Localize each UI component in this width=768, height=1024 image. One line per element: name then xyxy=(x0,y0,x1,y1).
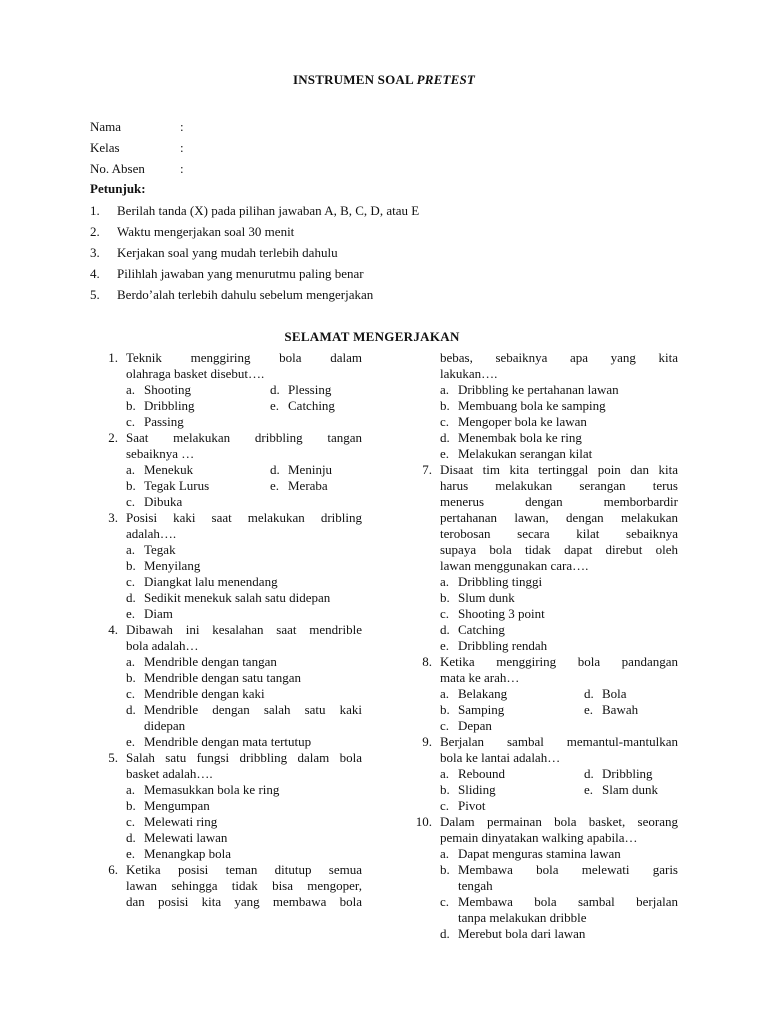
option-d xyxy=(584,686,678,702)
option-letter: d. xyxy=(584,766,594,781)
option-text: Mendrible dengan mata tertutup xyxy=(144,734,312,749)
option-letter: d. xyxy=(126,830,136,845)
option-text: Slum dunk xyxy=(458,590,515,605)
options xyxy=(440,574,678,654)
option-d xyxy=(126,702,362,734)
option-letter: d. xyxy=(126,590,136,605)
question-text-line: pemain dinyatakan walking apabila… xyxy=(440,830,638,845)
option-text: Dribbling ke pertahanan lawan xyxy=(458,382,619,397)
option-letter: b. xyxy=(440,862,450,877)
question-number: 5. xyxy=(108,750,118,765)
instruction-text: Waktu mengerjakan soal 30 menit xyxy=(117,224,295,239)
option-letter: a. xyxy=(126,654,136,669)
question-text-line: supaya bola tidak dapat direbut oleh xyxy=(440,542,678,557)
question-number: 1. xyxy=(108,350,118,365)
instruction-number: 3. xyxy=(90,245,100,260)
question-6-continued xyxy=(410,350,678,462)
question-3 xyxy=(96,510,362,622)
option-text: Mendrible dengan kaki xyxy=(144,686,265,701)
option-letter: c. xyxy=(440,718,450,733)
option-letter: c. xyxy=(126,686,136,701)
title-italic-text: PRETEST xyxy=(416,72,476,87)
option-letter: d. xyxy=(270,382,280,397)
option-letter: c. xyxy=(440,414,450,429)
option-d xyxy=(440,430,678,446)
option-text: Dibuka xyxy=(144,494,183,509)
question-text-line: dan posisi kita yang membawa bola xyxy=(126,894,362,909)
option-e xyxy=(270,398,362,414)
option-e xyxy=(126,606,362,622)
option-e xyxy=(270,478,362,494)
option-letter: a. xyxy=(440,574,450,589)
question-4 xyxy=(96,622,362,750)
option-letter: e. xyxy=(126,606,136,621)
option-letter: d. xyxy=(440,622,450,637)
identity-colon: : xyxy=(180,161,184,176)
option-text: Memasukkan bola ke ring xyxy=(144,782,280,797)
option-letter: c. xyxy=(126,814,136,829)
option-d xyxy=(270,382,362,398)
option-e xyxy=(584,782,678,798)
option-text: Melakukan serangan kilat xyxy=(458,446,593,461)
question-text-line: Dalam permainan bola basket, seorang xyxy=(440,814,678,829)
option-text: Dribbling xyxy=(144,398,195,413)
option-a xyxy=(126,542,362,558)
question-2 xyxy=(96,430,362,510)
option-text: Merebut bola dari lawan xyxy=(458,926,586,941)
option-a xyxy=(440,382,678,398)
option-text: Mendrible dengan satu tangan xyxy=(144,670,302,685)
option-text: Shooting xyxy=(144,382,191,397)
option-text: Shooting 3 point xyxy=(458,606,545,621)
option-a xyxy=(126,782,362,798)
question-number: 2. xyxy=(108,430,118,445)
question-number: 3. xyxy=(108,510,118,525)
option-text: Bawah xyxy=(602,702,639,717)
option-letter: c. xyxy=(440,606,450,621)
option-d xyxy=(440,622,678,638)
option-b xyxy=(126,478,270,494)
option-letter: e. xyxy=(584,782,594,797)
question-6 xyxy=(96,862,362,910)
option-c xyxy=(440,718,584,734)
option-e xyxy=(584,702,678,718)
option-b xyxy=(440,590,678,606)
option-text: Mengoper bola ke lawan xyxy=(458,414,587,429)
option-a xyxy=(440,686,584,702)
identity-label: Nama xyxy=(90,119,122,134)
option-text: Melewati ring xyxy=(144,814,218,829)
question-text-line: basket adalah…. xyxy=(126,766,213,781)
option-letter: a. xyxy=(440,846,450,861)
question-text-line: Ketika menggiring bola pandangan xyxy=(440,654,678,669)
option-letter: b. xyxy=(440,590,450,605)
options xyxy=(440,846,678,942)
option-b xyxy=(440,782,584,798)
option-letter: e. xyxy=(584,702,594,717)
option-letter: d. xyxy=(440,430,450,445)
option-letter: c. xyxy=(440,894,450,909)
option-d xyxy=(440,926,678,942)
option-text: Meraba xyxy=(288,478,328,493)
option-letter: e. xyxy=(126,846,136,861)
option-text: Diam xyxy=(144,606,173,621)
option-text: Samping xyxy=(458,702,505,717)
option-text: Passing xyxy=(144,414,184,429)
question-number: 9. xyxy=(422,734,432,749)
options xyxy=(126,654,362,750)
option-text: Catching xyxy=(458,622,505,637)
option-letter: e. xyxy=(126,734,136,749)
option-d xyxy=(126,830,362,846)
identity-colon: : xyxy=(180,119,184,134)
options xyxy=(126,382,362,430)
question-7 xyxy=(410,462,678,654)
option-text: Mengumpan xyxy=(144,798,210,813)
option-letter: a. xyxy=(126,462,136,477)
question-text-line: Dibawah ini kesalahan saat mendrible xyxy=(126,622,362,637)
option-text: Tegak Lurus xyxy=(144,478,210,493)
option-letter: e. xyxy=(270,478,280,493)
question-text-line: bola ke lantai adalah… xyxy=(440,750,561,765)
option-text: Menangkap bola xyxy=(144,846,232,861)
identity-label: Kelas xyxy=(90,140,120,155)
option-text: Slam dunk xyxy=(602,782,658,797)
option-letter: c. xyxy=(126,414,136,429)
option-letter: b. xyxy=(126,398,136,413)
title-text: INSTRUMEN SOAL xyxy=(292,72,417,87)
question-text-line: harus melakukan serangan terus xyxy=(440,478,678,493)
option-b xyxy=(440,398,678,414)
instruction-text: Kerjakan soal yang mudah terlebih dahulu xyxy=(117,245,338,260)
option-text: Mendrible dengan salah satu kaki xyxy=(144,702,362,717)
question-number: 6. xyxy=(108,862,118,877)
question-text-line: Salah satu fungsi dribbling dalam bola xyxy=(126,750,362,765)
instruction-number: 5. xyxy=(90,287,100,302)
options xyxy=(440,766,678,814)
question-text-line: lakukan…. xyxy=(440,366,498,381)
option-letter: b. xyxy=(440,702,450,717)
option-text: Pivot xyxy=(458,798,486,813)
option-b xyxy=(126,398,270,414)
question-number: 10. xyxy=(415,814,432,829)
option-b xyxy=(126,558,362,574)
option-text: Sliding xyxy=(458,782,496,797)
option-text: Bola xyxy=(602,686,627,701)
option-letter: c. xyxy=(440,798,450,813)
option-text: Depan xyxy=(458,718,492,733)
option-letter: d. xyxy=(440,926,450,941)
option-text-continued: tengah xyxy=(458,878,493,893)
option-text: Rebound xyxy=(458,766,505,781)
option-text: Menekuk xyxy=(144,462,194,477)
option-c xyxy=(440,798,584,814)
option-text: Mendrible dengan tangan xyxy=(144,654,277,669)
option-letter: a. xyxy=(440,382,450,397)
option-letter: a. xyxy=(440,686,450,701)
option-letter: c. xyxy=(126,574,136,589)
option-letter: a. xyxy=(440,766,450,781)
option-text: Melewati lawan xyxy=(144,830,228,845)
option-c xyxy=(126,814,362,830)
instruction-text: Berdo’alah terlebih dahulu sebelum mengerjakan xyxy=(117,287,374,302)
options xyxy=(126,462,362,510)
question-10 xyxy=(410,814,678,942)
option-text: Tegak xyxy=(144,542,176,557)
option-c xyxy=(440,894,678,926)
option-letter: b. xyxy=(440,782,450,797)
identity-label: No. Absen xyxy=(90,161,145,176)
instruction-text: Berilah tanda (X) pada pilihan jawaban A, B, C, D, atau E xyxy=(117,203,420,218)
option-text: Dapat menguras stamina lawan xyxy=(458,846,621,861)
option-c xyxy=(126,686,362,702)
question-text-line: adalah…. xyxy=(126,526,177,541)
option-letter: d. xyxy=(584,686,594,701)
option-text: Membuang bola ke samping xyxy=(458,398,606,413)
question-5 xyxy=(96,750,362,862)
option-c xyxy=(126,494,270,510)
question-text-line: Ketika posisi teman ditutup semua xyxy=(126,862,362,877)
questions-column-left xyxy=(96,350,362,910)
option-letter: d. xyxy=(126,702,136,717)
option-e xyxy=(440,446,678,462)
option-letter: c. xyxy=(126,494,136,509)
option-c xyxy=(440,414,678,430)
section-title: SELAMAT MENGERJAKAN xyxy=(284,329,460,344)
question-8 xyxy=(410,654,678,734)
question-text-line: bebas, sebaiknya apa yang kita xyxy=(440,350,678,365)
option-a xyxy=(440,766,584,782)
options xyxy=(440,686,678,734)
option-text-continued: didepan xyxy=(144,718,186,733)
option-text: Catching xyxy=(288,398,335,413)
options xyxy=(126,542,362,622)
option-text: Belakang xyxy=(458,686,508,701)
option-a xyxy=(440,846,678,862)
option-a xyxy=(126,462,270,478)
option-text: Membawa bola sambal berjalan xyxy=(458,894,678,909)
option-letter: e. xyxy=(440,638,450,653)
option-d xyxy=(270,462,362,478)
option-text: Plessing xyxy=(288,382,332,397)
instructions-heading: Petunjuk: xyxy=(90,181,146,196)
instruction-number: 4. xyxy=(90,266,100,281)
option-letter: b. xyxy=(126,558,136,573)
question-number: 7. xyxy=(422,462,432,477)
option-b xyxy=(440,702,584,718)
option-letter: a. xyxy=(126,542,136,557)
option-letter: e. xyxy=(270,398,280,413)
option-b xyxy=(126,670,362,686)
option-letter: b. xyxy=(440,398,450,413)
option-letter: b. xyxy=(126,478,136,493)
question-text-line: Berjalan sambal memantul-mantulkan xyxy=(440,734,678,749)
option-b xyxy=(126,798,362,814)
question-1 xyxy=(96,350,362,430)
question-text-line: terobosan secara kilat sebaiknya xyxy=(440,526,678,541)
option-c xyxy=(440,606,678,622)
option-text-continued: tanpa melakukan dribble xyxy=(458,910,587,925)
instruction-number: 2. xyxy=(90,224,100,239)
option-e xyxy=(440,638,678,654)
question-text-line: olahraga basket disebut…. xyxy=(126,366,265,381)
question-text-line: Teknik menggiring bola dalam xyxy=(126,350,362,365)
option-letter: b. xyxy=(126,670,136,685)
question-text-line: pertahanan lawan, dengan melakukan xyxy=(440,510,678,525)
option-d xyxy=(584,766,678,782)
option-a xyxy=(126,654,362,670)
option-text: Dribbling rendah xyxy=(458,638,548,653)
option-letter: a. xyxy=(126,782,136,797)
question-text-line: Posisi kaki saat melakukan dribling xyxy=(126,510,362,525)
questions-column-right xyxy=(410,350,678,942)
option-c xyxy=(126,414,270,430)
option-letter: a. xyxy=(126,382,136,397)
option-letter: d. xyxy=(270,462,280,477)
instruction-number: 1. xyxy=(90,203,100,218)
question-number: 4. xyxy=(108,622,118,637)
question-text-line: menerus dengan memborbardir xyxy=(440,494,678,509)
option-letter: b. xyxy=(126,798,136,813)
identity-colon: : xyxy=(180,140,184,155)
question-text-line: Saat melakukan dribbling tangan xyxy=(126,430,362,445)
option-text: Sedikit menekuk salah satu didepan xyxy=(144,590,331,605)
question-text-line: mata ke arah… xyxy=(440,670,520,685)
question-text-line: bola adalah… xyxy=(126,638,199,653)
option-text: Dribbling tinggi xyxy=(458,574,543,589)
option-c xyxy=(126,574,362,590)
option-e xyxy=(126,846,362,862)
question-number: 8. xyxy=(422,654,432,669)
options xyxy=(126,782,362,862)
document-title xyxy=(0,72,768,88)
option-text: Membawa bola melewati garis xyxy=(458,862,678,877)
question-text-line: lawan sehingga tidak bisa mengoper, xyxy=(126,878,362,893)
option-text: Meninju xyxy=(288,462,333,477)
question-9 xyxy=(410,734,678,814)
option-text: Menembak bola ke ring xyxy=(458,430,582,445)
option-text: Dribbling xyxy=(602,766,653,781)
option-text: Menyilang xyxy=(144,558,201,573)
question-text-line: Disaat tim kita tertinggal poin dan kita xyxy=(440,462,678,477)
option-d xyxy=(126,590,362,606)
option-a xyxy=(126,382,270,398)
option-letter: e. xyxy=(440,446,450,461)
option-text: Diangkat lalu menendang xyxy=(144,574,278,589)
option-e xyxy=(126,734,362,750)
question-text-line: sebaiknya … xyxy=(126,446,195,461)
instruction-text: Pilihlah jawaban yang menurutmu paling benar xyxy=(117,266,364,281)
options xyxy=(440,382,678,462)
option-b xyxy=(440,862,678,894)
option-a xyxy=(440,574,678,590)
question-text-line: lawan menggunakan cara…. xyxy=(440,558,589,573)
